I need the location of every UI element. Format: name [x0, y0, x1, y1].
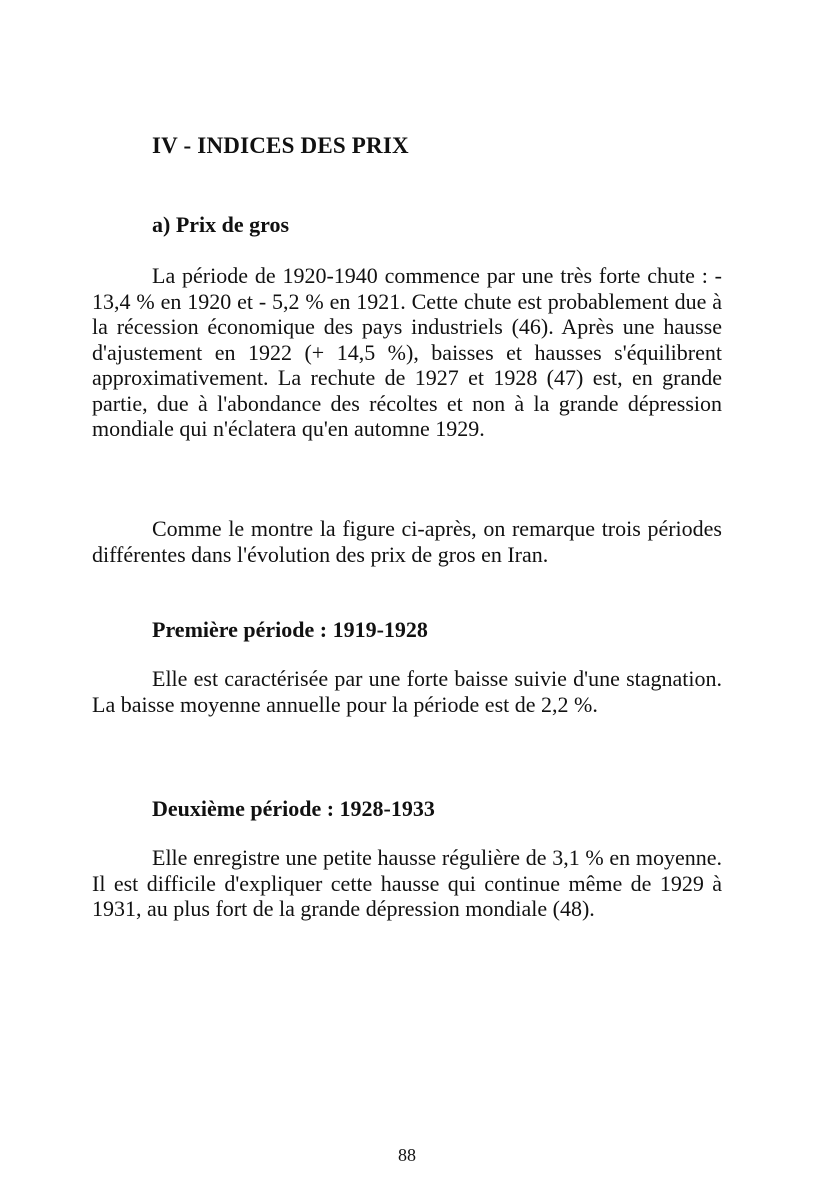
period-1-title: Première période : 1919-1928: [152, 617, 428, 642]
period-2-title: Deuxième période : 1928-1933: [152, 796, 435, 821]
paragraph-intro: La période de 1920-1940 commence par une très forte chute : - 13,4 % en 1920 et - 5,2 % en 1921. Cette chute est probablement due à la récession économique des pays industriels (46). Après une hausse d'ajustement en 1922 (+ 14,5 %), baisses et hausses s'équilibrent approximativement. La rechute de 1927 et 1928 (47) est, en grande partie, due à l'abondance des récoltes et non à la grande dépression mondiale qui n'éclatera qu'en automne 1929.: [92, 263, 722, 441]
period-2-text: Elle enregistre une petite hausse régulière de 3,1 % en moyenne. Il est difficile d'expliquer cette hausse qui continue même de 1929 à 1931, au plus fort de la grande dépression mondiale (48).: [92, 845, 722, 921]
page-number: 88: [398, 1145, 416, 1165]
subsection-title: a) Prix de gros: [152, 212, 290, 237]
period-1-text: Elle est caractérisée par une forte baisse suivie d'une stagnation. La baisse moyenne annuelle pour la période est de 2,2 %.: [92, 666, 722, 717]
document-page: [92, 0, 722, 1200]
paragraph-figure-note: Comme le montre la figure ci-après, on remarque trois périodes différentes dans l'évolution des prix de gros en Iran.: [92, 516, 722, 567]
section-title: IV - INDICES DES PRIX: [152, 133, 409, 158]
